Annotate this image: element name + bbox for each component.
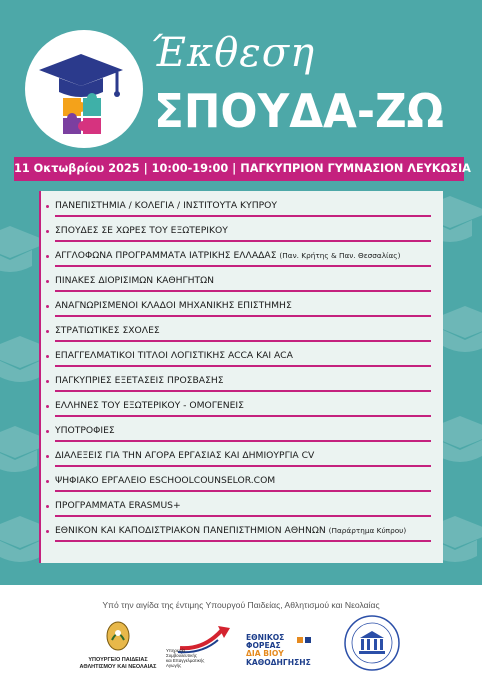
topic-item [55, 371, 431, 392]
topic-text: ΔΙΑΛΕΞΕΙΣ ΓΙΑ ΤΗΝ ΑΓΟΡΑ ΕΡΓΑΣΙΑΣ ΚΑΙ ΔΗΜΙΟΥΡΓΙΑ CV [55, 450, 315, 461]
orange-mark-icon [296, 636, 314, 654]
guidance-logo-line: Υπηρεσία [166, 648, 186, 653]
topic-item [55, 296, 431, 317]
topic-text: ΣΤΡΑΤΙΩΤΙΚΕΣ ΣΧΟΛΕΣ [55, 325, 160, 336]
guidance-logo-line: Συμβουλευτικής [166, 653, 198, 658]
topic-text: ΥΠΟΤΡΟΦΙΕΣ [55, 425, 115, 436]
event-title-script: Έκθεση [150, 30, 316, 76]
guidance-service-logo [166, 624, 236, 674]
guidance-logo-line: Αγωγής [166, 663, 182, 668]
ministry-logo [78, 620, 158, 670]
national-body-logo-line: ΕΘΝΙΚΟΣ [246, 633, 285, 642]
event-title: ΣΠΟΥΔΑ-ΖΩ [154, 84, 444, 138]
graduation-cap-puzzle-icon [25, 30, 143, 148]
topic-item [55, 246, 431, 267]
topic-item [55, 196, 431, 217]
auspices-note: Υπό την αιγίδα της έντιμης Υπουργού Παιδείας, Αθλητισμού και Νεολαίας [102, 600, 380, 610]
topic-item [55, 471, 431, 492]
topic-text: ΑΝΑΓΝΩΡΙΣΜΕΝΟΙ ΚΛΑΔΟΙ ΜΗΧΑΝΙΚΗΣ ΕΠΙΣΤΗΜΗΣ [55, 300, 292, 311]
topic-text: ΨΗΦΙΑΚΟ ΕΡΓΑΛΕΙΟ ESCHOOLCOUNSELOR.COM [55, 475, 276, 486]
topic-text: ΠΑΓΚΥΠΡΙΕΣ ΕΞΕΤΑΣΕΙΣ ΠΡΟΣΒΑΣΗΣ [55, 375, 224, 386]
topic-text: ΠΙΝΑΚΕΣ ΔΙΟΡΙΣΙΜΩΝ ΚΑΘΗΓΗΤΩΝ [55, 275, 215, 286]
topic-item [55, 271, 431, 292]
topics-panel [39, 191, 443, 563]
topic-item [55, 396, 431, 417]
topic-text: ΕΛΛΗΝΕΣ ΤΟΥ ΕΞΩΤΕΡΙΚΟΥ - ΟΜΟΓΕΝΕΙΣ [55, 400, 244, 411]
event-logo [25, 30, 143, 148]
topic-item [55, 221, 431, 242]
topic-item [55, 496, 431, 517]
cyprus-emblem-icon [78, 620, 158, 652]
topic-item [55, 346, 431, 367]
topic-text: ΑΓΓΛΟΦΩΝΑ ΠΡΟΓΡΑΜΜΑΤΑ ΙΑΤΡΙΚΗΣ ΕΛΛΑΔΑΣ [55, 250, 280, 261]
classical-building-seal-icon [343, 614, 401, 672]
association-seal-logo [343, 614, 401, 672]
event-date-venue-bar: 11 Οκτωβρίου 2025 | 10:00-19:00 | ΠΑΓΚΥΠΡΙΟΝ ΓΥΜΝΑΣΙΟΝ ΛΕΥΚΩΣΙΑ [14, 157, 464, 181]
topic-item [55, 321, 431, 342]
national-body-logo-line: ΦΟΡΕΑΣ [246, 641, 281, 651]
topic-text: ΕΘΝΙΚΟΝ ΚΑΙ ΚΑΠΟΔΙΣΤΡΙΑΚΟΝ ΠΑΝΕΠΙΣΤΗΜΙΟΝ ΑΘΗΝΩΝ [55, 525, 329, 536]
ministry-logo-line: ΑΘΛΗΤΙΣΜΟΥ ΚΑΙ ΝΕΟΛΑΙΑΣ [79, 664, 157, 670]
topic-text: ΣΠΟΥΔΕΣ ΣΕ ΧΩΡΕΣ ΤΟΥ ΕΞΩΤΕΡΙΚΟΥ [55, 225, 228, 236]
national-body-logo-line: ΚΑΘΟΔΗΓΗΣΗΣ [246, 657, 311, 667]
topic-subtext: (Παράρτημα Κύπρου) [328, 526, 407, 535]
topic-text: ΠΡΟΓΡΑΜΜΑΤΑ ERASMUS+ [55, 500, 181, 511]
ministry-logo-line: ΥΠΟΥΡΓΕΙΟ ΠΑΙΔΕΙΑΣ [88, 657, 148, 663]
topic-item [55, 421, 431, 442]
topic-item [55, 446, 431, 467]
topic-text: ΕΠΑΓΓΕΛΜΑΤΙΚΟΙ ΤΙΤΛΟΙ ΛΟΓΙΣΤΙΚΗΣ ACCA ΚΑΙ ACA [55, 350, 293, 361]
topic-subtext: (Παν. Κρήτης & Παν. Θεσσαλίας) [279, 251, 401, 260]
topic-item [55, 521, 431, 542]
guidance-logo-line: και Επαγγελματικής [166, 658, 205, 663]
national-body-logo [246, 634, 326, 668]
topic-text: ΠΑΝΕΠΙΣΤΗΜΙΑ / ΚΟΛΕΓΙΑ / ΙΝΣΤΙΤΟΥΤΑ ΚΥΠΡΟΥ [55, 200, 277, 211]
national-body-logo-line: ΔΙΑ ΒΙΟΥ [246, 649, 284, 659]
